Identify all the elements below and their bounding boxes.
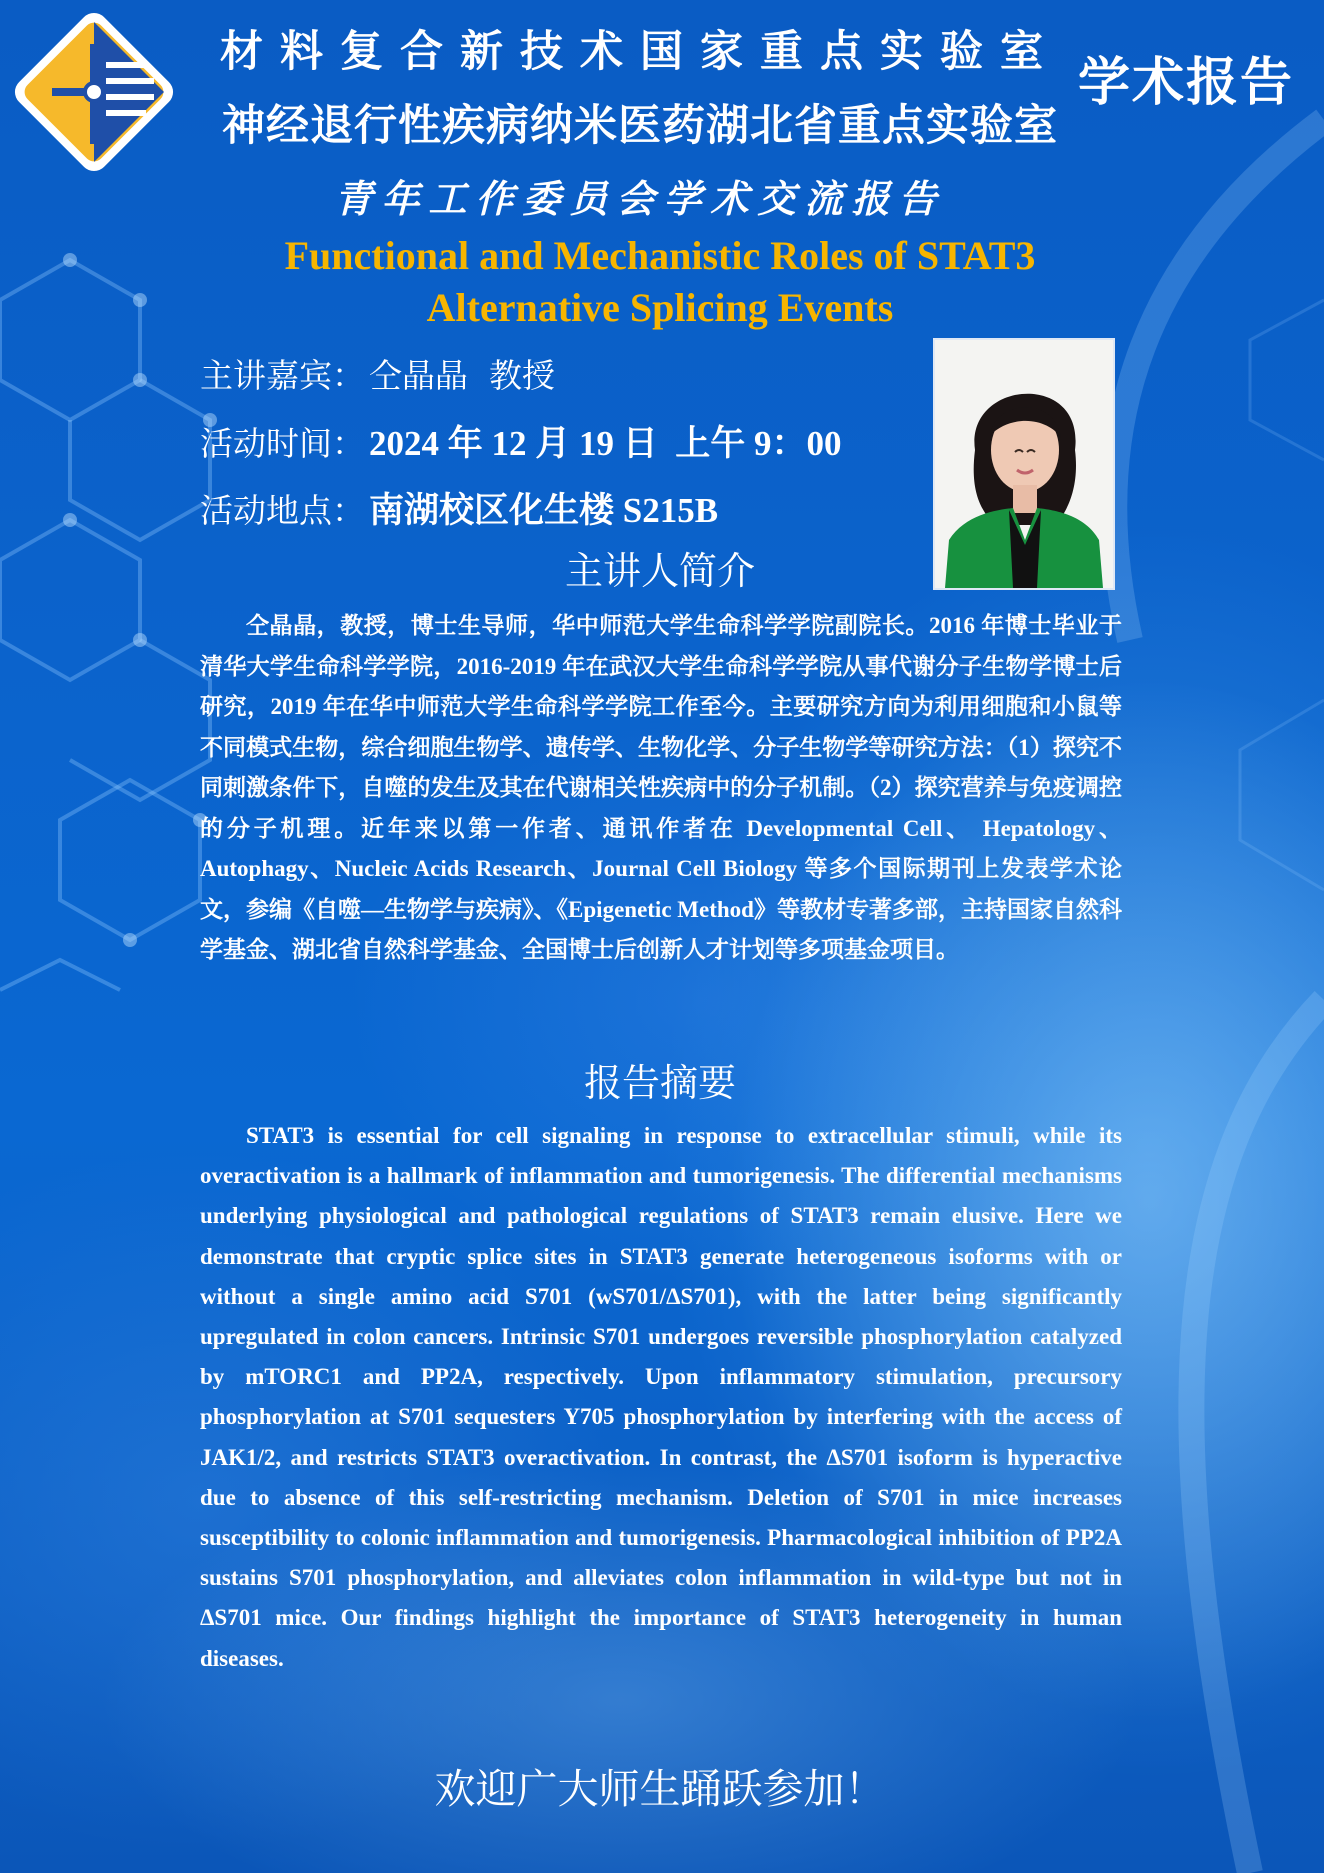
speaker-row bbox=[200, 350, 555, 397]
talk-title-line-2: Alternative Splicing Events bbox=[426, 285, 894, 330]
talk-title-line-1: Functional and Mechanistic Roles of STAT3 bbox=[284, 233, 1036, 278]
abstract-heading: 报告摘要 bbox=[583, 1061, 736, 1105]
lab-name-2: 神经退行性疾病纳米医药湖北省重点实验室 bbox=[222, 101, 1058, 151]
place-label: 活动地点： bbox=[200, 491, 365, 530]
place-value: 南湖校区化生楼 S215B bbox=[369, 491, 719, 530]
abstract-paragraph: STAT3 is essential for cell signaling in response to extracellular stimuli, while its overactivation is a hallmark of inflammation and tumorigenesis. The differential mechanisms underlying physiological and pathological regulations of STAT3 remain elusive. Here we demonstrate that cryptic splice sites in STAT3 generate heterogeneous isoforms with or without a single amino acid S701 (wS701/ΔS701), with the latter being significantly upregulated in colon cancers. Intrinsic S701 undergoes reversible phosphorylation catalyzed by mTORC1 and PP2A, respectively. Upon inflammatory stimulation, precursory phosphorylation at S701 sequesters Y705 phosphorylation by interfering with the access of JAK1/2, and restricts STAT3 overactivation. In contrast, the ΔS701 isoform is hyperactive due to absence of this self-restricting mechanism. Deletion of S701 in mice increases susceptibility to colonic inflammation and tumorigenesis. Pharmacological inhibition of PP2A sustains S701 phosphorylation, and alleviates colon inflammation in wild-type but not in ΔS701 mice. Our findings highlight the importance of STAT3 heterogeneity in human diseases. bbox=[200, 1123, 1122, 1671]
event-subtitle: 青年工作委员会学术交流报告 bbox=[334, 176, 946, 221]
place-row bbox=[200, 483, 718, 533]
time-label: 活动时间： bbox=[200, 424, 365, 463]
time-row bbox=[200, 416, 842, 466]
institution-logo bbox=[6, 4, 182, 180]
speaker-value: 仝晶晶 教授 bbox=[369, 356, 555, 395]
time-value: 2024 年 12 月 19 日 上午 9：00 bbox=[369, 424, 842, 463]
welcome-message: 欢迎广大师生踊跃参加！ bbox=[434, 1765, 886, 1813]
bio-paragraph: 仝晶晶，教授，博士生导师，华中师范大学生命科学学院副院长。2016 年博士毕业于清华大学生命科学学院，2016-2019 年在武汉大学生命科学学院从事代谢分子生物学博士后研究，2019 年在华中师范大学生命科学学院工作至今。主要研究方向为利用细胞和小鼠等不同模式生物，综合细胞生物学、遗传学、生物化学、分子生物学等研究方法：（1）探究不同刺激条件下，自噬的发生及其在代谢相关性疾病中的分子机制。（2）探究营养与免疫调控的分子机理。近年来以第一作者、通讯作者在 Developmental Cell、 Hepatology、Autophagy、Nucleic Acids Research、Journal Cell Biology 等多个国际期刊上发表学术论文，参编《自噬—生物学与疾病》、《Epigenetic Method》等教材专著多部，主持国家自然科学基金、湖北省自然科学基金、全国博士后创新人才计划等多项基金项目。 bbox=[200, 613, 1122, 962]
lab-name-1: 材料复合新技术国家重点实验室 bbox=[220, 27, 1060, 77]
speaker-label: 主讲嘉宾： bbox=[200, 356, 365, 395]
bio-heading: 主讲人简介 bbox=[564, 549, 755, 593]
academic-report-badge: 学术报告 bbox=[1077, 53, 1294, 113]
